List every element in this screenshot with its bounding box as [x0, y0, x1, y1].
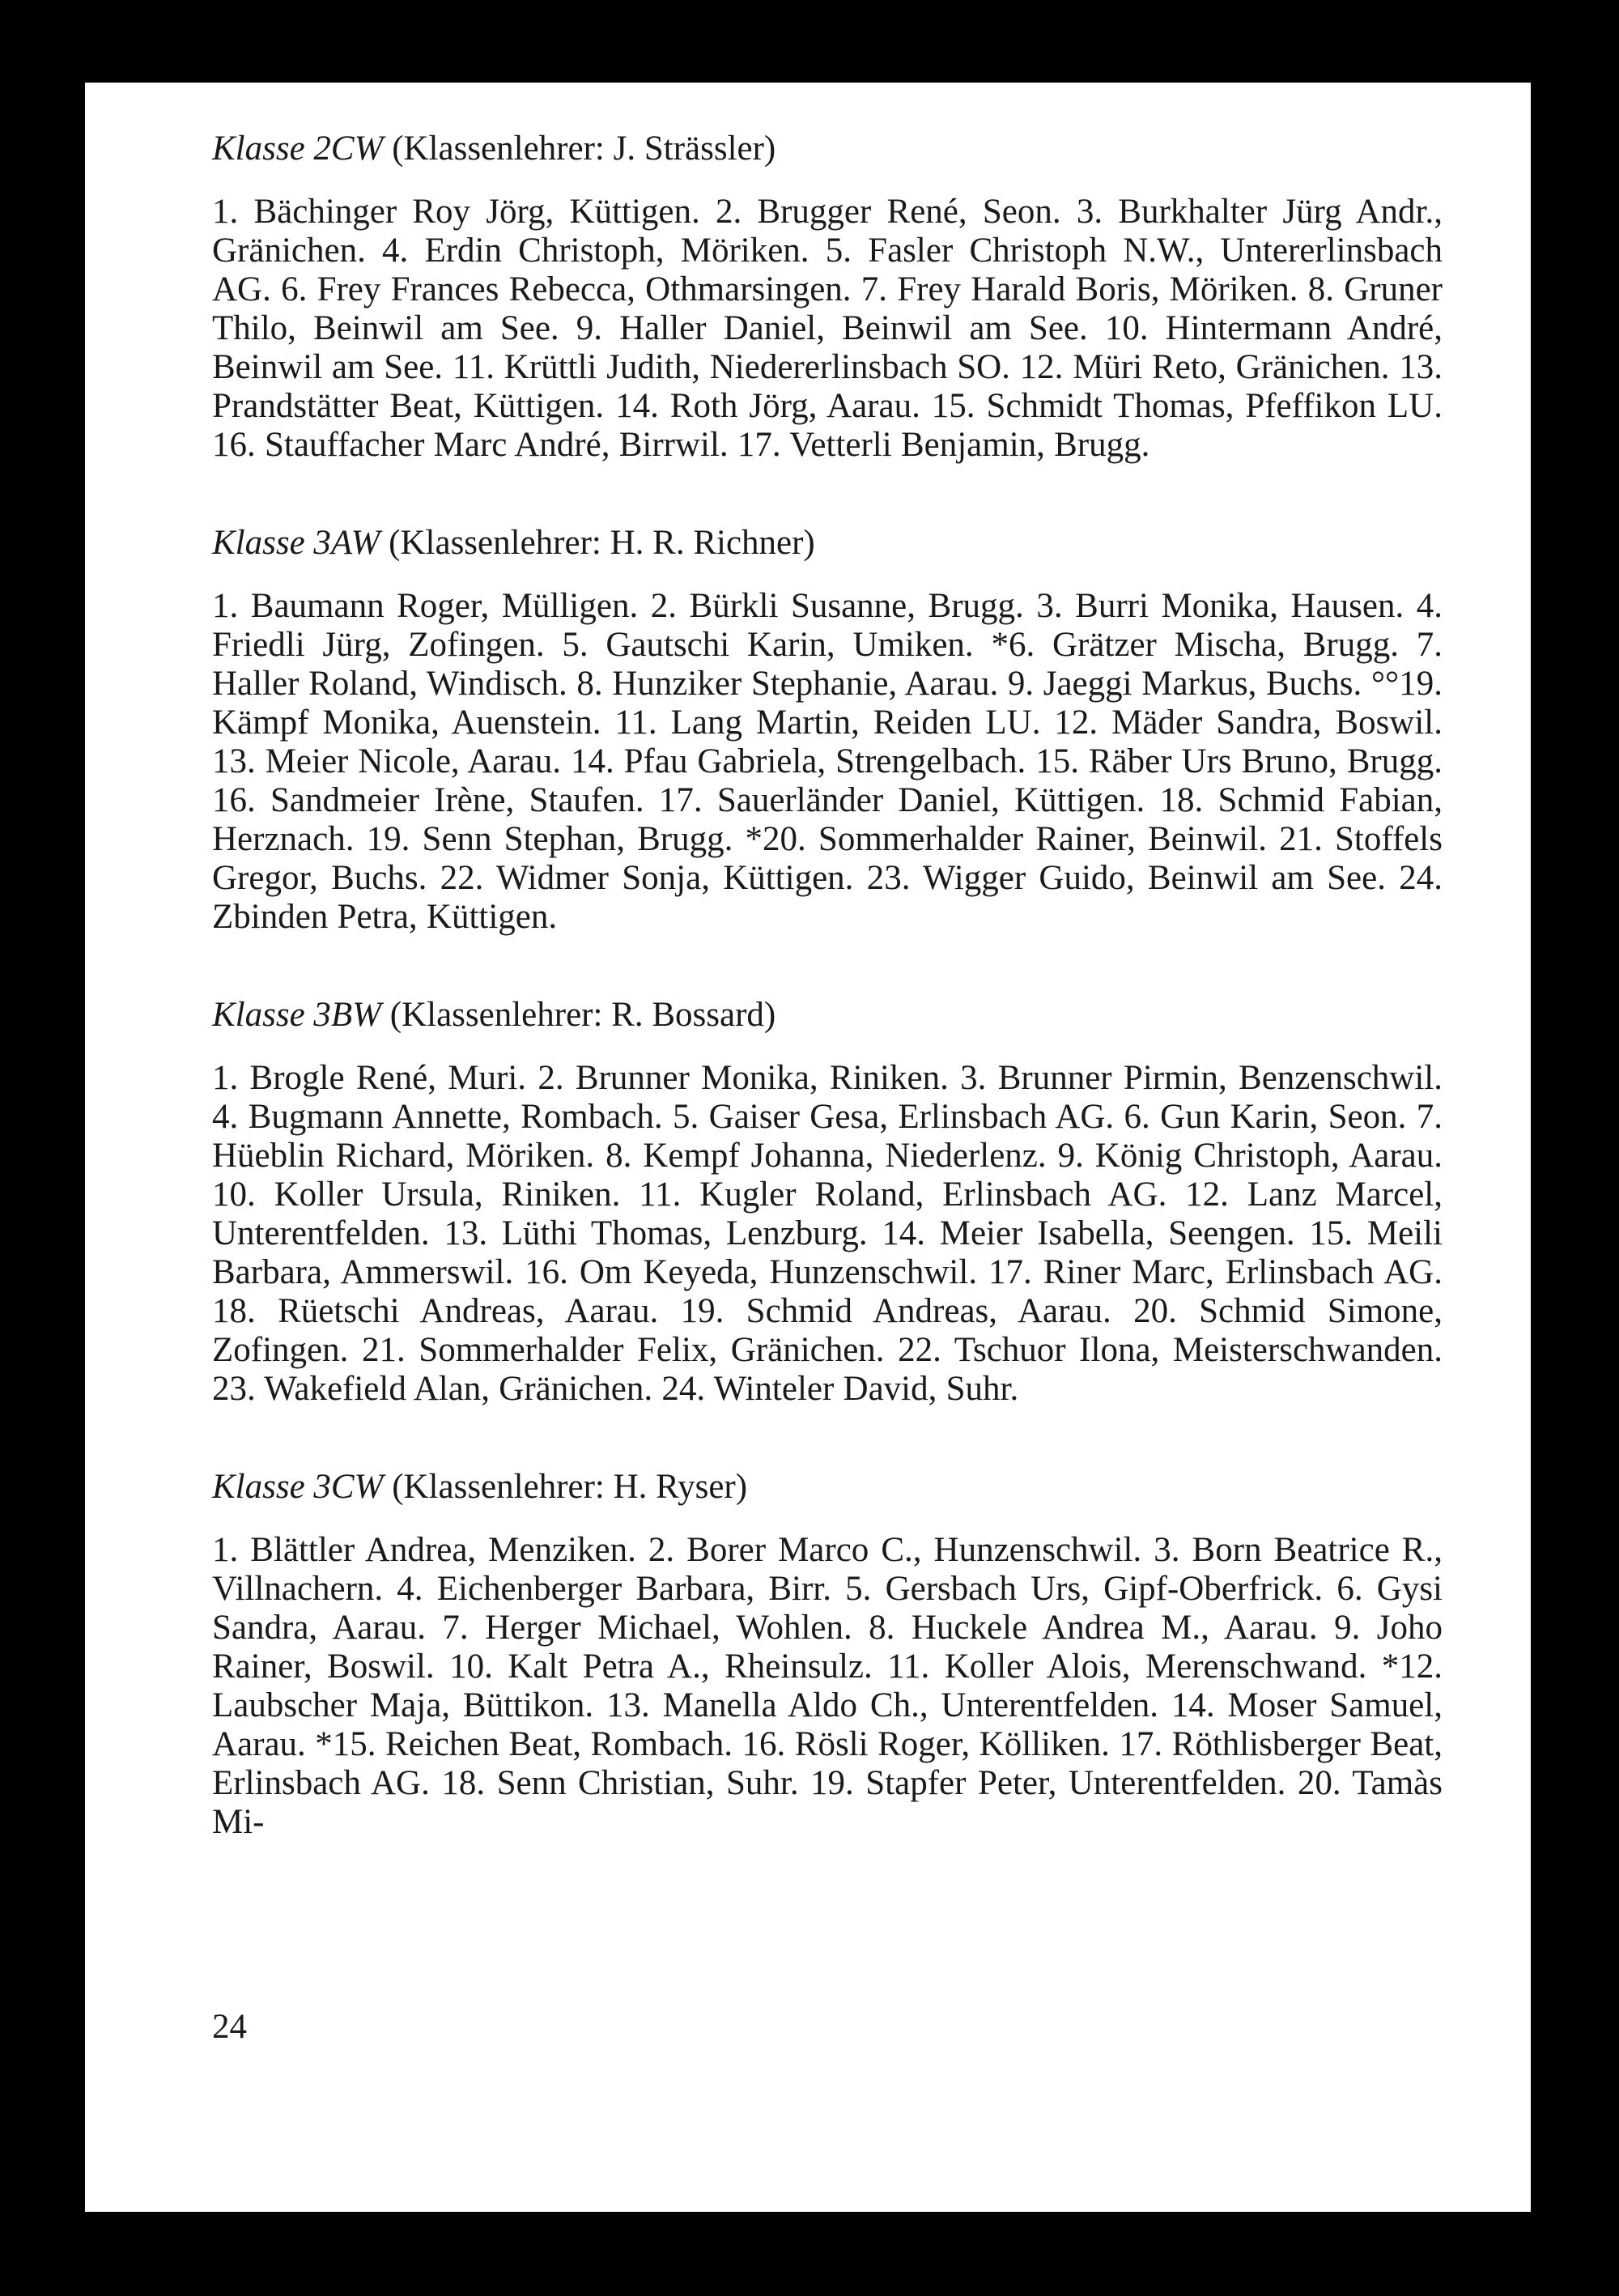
class-label: Klasse 3AW — [212, 524, 380, 562]
section-heading — [212, 1468, 1443, 1507]
student-list: 1. Blättler Andrea, Menziken. 2. Borer Marco C., Hunzenschwil. 3. Born Beatrice R., Villnachern. 4. Eichenberger Barbara, Birr. 5. Gersbach Urs, Gipf-Oberfrick. 6. Gysi Sandra, Aarau. 7. Herger Michael, Wohlen. 8. Huckele Andrea M., Aarau. 9. Joho Rainer, Boswil. 10. Kalt Petra A., Rheinsulz. 11. Koller Alois, Merenschwand. *12. Laubscher Maja, Büttikon. 13. Manella Aldo Ch., Unterentfelden. 14. Moser Samuel, Aarau. *15. Reichen Beat, Rombach. 16. Rösli Roger, Kölliken. 17. Röthlisberger Beat, Erlinsbach AG. 18. Senn Christian, Suhr. 19. Stapfer Peter, Unterentfelden. 20. Tamàs Mi- — [212, 1531, 1443, 1841]
class-label: Klasse 2CW — [212, 130, 384, 168]
section-klasse-3cw — [212, 1468, 1443, 1842]
section-klasse-3bw — [212, 996, 1443, 1409]
class-teacher: (Klassenlehrer: J. Strässler) — [392, 130, 776, 168]
section-heading — [212, 996, 1443, 1035]
class-lists — [212, 130, 1443, 1901]
section-heading — [212, 130, 1443, 168]
student-list: 1. Bächinger Roy Jörg, Küttigen. 2. Brugger René, Seon. 3. Burkhalter Jürg Andr., Gränichen. 4. Erdin Christoph, Möriken. 5. Fasler Christoph N.W., Untererlinsbach AG. 6. Frey Frances Rebecca, Othmarsingen. 7. Frey Harald Boris, Möriken. 8. Gruner Thilo, Beinwil am See. 9. Haller Daniel, Beinwil am See. 10. Hintermann André, Beinwil am See. 11. Krüttli Judith, Niedererlinsbach SO. 12. Müri Reto, Gränichen. 13. Prandstätter Beat, Küttigen. 14. Roth Jörg, Aarau. 15. Schmidt Thomas, Pfeffikon LU. 16. Stauffacher Marc André, Birrwil. 17. Vetterli Benjamin, Brugg. — [212, 193, 1443, 464]
student-list: 1. Brogle René, Muri. 2. Brunner Monika, Riniken. 3. Brunner Pirmin, Benzenschwil. 4. Bugmann Annette, Rombach. 5. Gaiser Gesa, Erlinsbach AG. 6. Gun Karin, Seon. 7. Hüeblin Richard, Möriken. 8. Kempf Johanna, Niederlenz. 9. König Christoph, Aarau. 10. Koller Ursula, Riniken. 11. Kugler Roland, Erlinsbach AG. 12. Lanz Marcel, Unterentfelden. 13. Lüthi Thomas, Lenzburg. 14. Meier Isabella, Seengen. 15. Meili Barbara, Ammerswil. 16. Om Keyeda, Hunzenschwil. 17. Riner Marc, Erlinsbach AG. 18. Rüetschi Andreas, Aarau. 19. Schmid Andreas, Aarau. 20. Schmid Simone, Zofingen. 21. Sommerhalder Felix, Gränichen. 22. Tschuor Ilona, Meisterschwanden. 23. Wakefield Alan, Gränichen. 24. Winteler David, Suhr. — [212, 1059, 1443, 1408]
section-heading — [212, 524, 1443, 563]
class-label: Klasse 3BW — [212, 996, 382, 1034]
class-teacher: (Klassenlehrer: R. Bossard) — [389, 996, 776, 1034]
student-list: 1. Baumann Roger, Mülligen. 2. Bürkli Susanne, Brugg. 3. Burri Monika, Hausen. 4. Friedli Jürg, Zofingen. 5. Gautschi Karin, Umiken. *6. Grätzer Mischa, Brugg. 7. Haller Roland, Windisch. 8. Hunziker Stephanie, Aarau. 9. Jaeggi Markus, Buchs. °°19. Kämpf Monika, Auenstein. 11. Lang Martin, Reiden LU. 12. Mäder Sandra, Boswil. 13. Meier Nicole, Aarau. 14. Pfau Gabriela, Strengelbach. 15. Räber Urs Bruno, Brugg. 16. Sandmeier Irène, Staufen. 17. Sauerländer Daniel, Küttigen. 18. Schmid Fabian, Herznach. 19. Senn Stephan, Brugg. *20. Sommerhalder Rainer, Beinwil. 21. Stoffels Gregor, Buchs. 22. Widmer Sonja, Küttigen. 23. Wigger Guido, Beinwil am See. 24. Zbinden Petra, Küttigen. — [212, 587, 1443, 936]
section-klasse-2cw — [212, 130, 1443, 465]
section-klasse-3aw — [212, 524, 1443, 937]
page-number: 24 — [212, 2008, 247, 2046]
class-teacher: (Klassenlehrer: H. Ryser) — [392, 1468, 748, 1506]
class-label: Klasse 3CW — [212, 1468, 384, 1506]
class-teacher: (Klassenlehrer: H. R. Richner) — [389, 524, 815, 562]
